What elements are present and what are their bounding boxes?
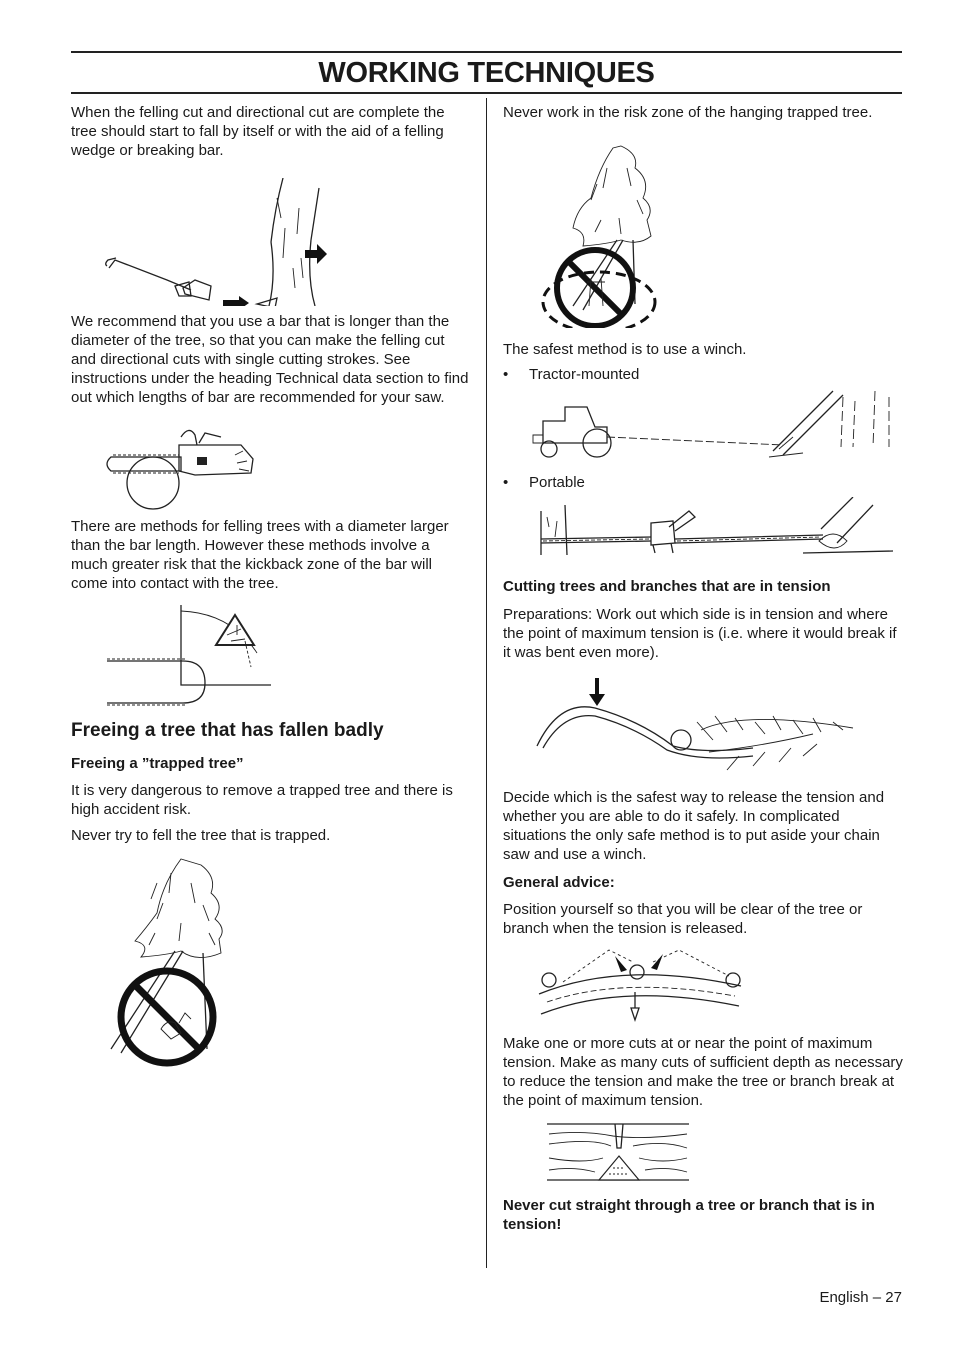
warning-never-cut-straight: Never cut straight through a tree or branch that is in tension! xyxy=(503,1197,875,1233)
felling-wedge-illustration xyxy=(71,178,469,306)
paragraph-large-diameter: There are methods for felling trees with a diameter larger than the bar length. However these methods involve a much greater risk that the kickback zone of the bar will come into contact with the tree. xyxy=(71,518,449,592)
paragraph-use-winch: The safest method is to use a winch. xyxy=(503,341,747,358)
bullet-marker: • xyxy=(503,474,509,491)
portable-winch-illustration xyxy=(503,497,903,569)
page-title: WORKING TECHNIQUES xyxy=(318,57,655,89)
tractor-winch-illustration xyxy=(503,387,903,465)
cut-log-illustration xyxy=(503,1118,903,1188)
bullet-portable xyxy=(503,473,903,492)
paragraph-trapped-danger: It is very dangerous to remove a trapped tree and there is high accident risk. xyxy=(71,782,453,818)
paragraph-bar-length: We recommend that you use a bar that is longer than the diameter of the tree, so that you can make the felling cut and directional cuts with single cutting strokes. See instructions under the heading Technical data section to find out which lengths of bar are recommended for your saw. xyxy=(71,313,469,406)
column-divider xyxy=(486,98,487,1268)
page-footer: English – 27 xyxy=(819,1289,902,1306)
trapped-tree-prohibited-illustration xyxy=(71,853,469,1085)
bullet-tractor-mounted xyxy=(503,365,903,384)
paragraph-make-cuts: Make one or more cuts at or near the point of maximum tension. Make as many cuts of sufficient depth as necessary to reduce the tension and make the tree or branch break at the point of maximum tension. xyxy=(503,1035,903,1109)
subheading-general-advice: General advice: xyxy=(503,874,615,891)
subheading-trapped-tree: Freeing a ”trapped tree” xyxy=(71,755,244,772)
paragraph-risk-zone: Never work in the risk zone of the hanging trapped tree. xyxy=(503,104,873,121)
paragraph-preparations: Preparations: Work out which side is in tension and where the point of maximum tension is (i.e. where it would break if it was bent even more). xyxy=(503,606,897,661)
tension-point-illustration xyxy=(503,670,903,780)
left-column xyxy=(71,103,469,1085)
bullet-tractor-label: Tractor-mounted xyxy=(529,366,640,383)
bullet-portable-label: Portable xyxy=(529,474,585,491)
kickback-zone-illustration xyxy=(71,601,469,711)
paragraph-release-tension: Decide which is the safest way to release the tension and whether you are able to do it safely. In complicated situations the only safe method is to put aside your chain saw and use a winch. xyxy=(503,789,885,863)
paragraph-never-fell: Never try to fell the tree that is trapped. xyxy=(71,827,331,844)
paragraph-felling-complete: When the felling cut and directional cut are complete the tree should start to fall by itself or with the aid of a felling wedge or breaking bar. xyxy=(71,104,445,159)
header-rule-top xyxy=(71,51,902,53)
chainsaw-bar-illustration xyxy=(71,415,469,511)
bullet-marker: • xyxy=(503,366,509,383)
hanging-tree-prohibited-illustration xyxy=(503,128,903,328)
section-heading-tension: Cutting trees and branches that are in tension xyxy=(503,578,831,595)
paragraph-position-yourself: Position yourself so that you will be clear of the tree or branch when the tension is released. xyxy=(503,901,863,937)
bent-branch-cut-illustration xyxy=(503,942,903,1028)
section-heading-freeing-tree: Freeing a tree that has fallen badly xyxy=(71,720,384,741)
header-rule-bottom xyxy=(71,92,902,94)
right-column xyxy=(503,103,903,1234)
